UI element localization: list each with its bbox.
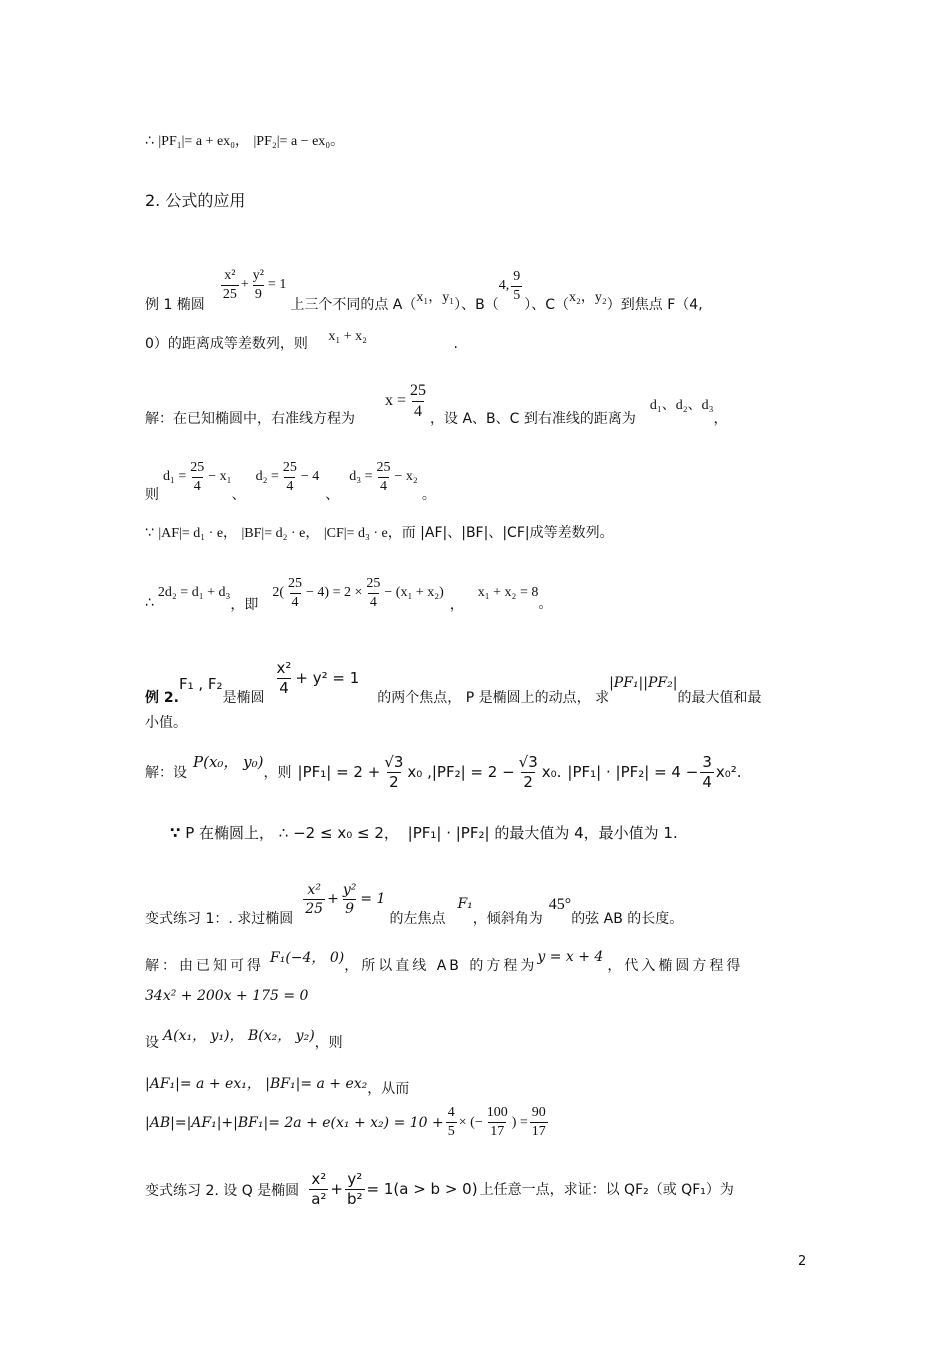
eq-denominator-25: 25 [222,286,237,302]
solution-2-line-2 [170,826,678,841]
example-1-line [145,258,703,312]
sqrt3-den-a: 2 [389,773,399,791]
ex2-text-ellipse: 是椭圆 [222,690,265,706]
d3-rhs: − x₂ [394,469,418,484]
ab-frac3-den: 17 [531,1124,546,1139]
d3-den: 4 [380,478,388,494]
deriv-part-1: 2( [272,585,285,600]
v1-thus: ，从而 [367,1081,410,1097]
variant-1-label: 变式练习 1：. 求过椭圆 [145,911,294,927]
d1-num: 25 [190,459,205,475]
x0-b: x₀. [541,763,562,781]
v1-line-text: ，所以直线 AB 的方程为 [344,958,538,974]
sol2-let: 解：设 [145,764,187,781]
example-2-label: 例 2. [145,690,179,706]
ab-frac2-den: 17 [490,1124,505,1139]
period: 。 [330,133,345,149]
separator: 、 [325,487,340,503]
example-2-line [145,651,761,705]
pf2-lhs: |PF₂| = 2 − [431,763,515,781]
sqrt3-num-b: √3 [518,753,538,771]
d2-relation: 2d₂ = d₁ + d₃ [157,585,231,600]
example-1-line-2 [145,329,458,352]
separator: ， [223,525,238,541]
ab-frac1-den: 5 [447,1124,455,1139]
ab-expr-1: |AB|=|AF₁|+|BF₁|= 2a + e(x₁ + x₂) = 10 + [145,1114,444,1131]
separator: ， [449,597,464,613]
v1-substitute-text: ，代入椭圆方程得 [607,958,744,974]
d2-lhs: d₂ = [255,469,279,484]
v1-f1: F₁ [457,896,473,912]
sqrt3-num-a: √3 [384,753,404,771]
deriv-part-3: − (x₁ + x₂) [384,585,444,600]
ex2-num: x² [276,658,292,677]
d1-eq [163,461,232,494]
v1-f1-coords: F₁(−4， 0) [270,950,345,966]
d3-eq [349,461,418,494]
solution-1-line-2 [145,452,436,502]
line-focal-radius [145,134,344,149]
sol1-text-directrix: 解：在已知椭圆中，右准线方程为 [145,411,355,427]
d1-lhs: d₁ = [163,469,187,484]
deriv-num: 25 [288,575,303,591]
variant-2-text: 上任意一点，求证：以 QF₂（或 QF₁）为 [479,1181,734,1198]
v1-angle-text: ，倾斜角为 [472,911,543,927]
ellipse-equation [219,269,287,302]
therefore-symbol: ∴ [145,133,154,149]
v2-rhs: = 1(a > b > 0) [366,1180,478,1198]
solution-1-line-1 [145,376,728,426]
page-number: 2 [798,1254,807,1269]
v1-chord-text: 的弦 AB 的长度。 [571,911,684,927]
sol2-range: P 在椭圆上， ∴ −2 ≤ x₀ ≤ 2， [185,824,399,842]
directrix-eq [385,383,430,420]
point-b-x: 4, [498,278,510,293]
v1-let: 设 [145,1035,159,1051]
v2-num-x: x² [311,1170,327,1188]
af-eq: |AF|= d₁ · e [158,526,224,541]
v1-sol-text: 解：由已知可得 [145,958,264,974]
sol1-arith-text: ，而 |AF|、|BF|、|CF|成等差数列。 [387,525,614,541]
v1-num-x: x² [307,881,321,898]
eq-numerator-x: x² [224,267,236,283]
bf-eq: |BF|= d₂ · e [241,526,306,541]
example-2-line-2: 小值。 [145,715,187,731]
variant-1-ellipse-eq [301,883,385,916]
point-a-coords: x₁，y₁ [416,290,455,305]
pf-expressions [298,755,742,790]
period: 。 [538,596,553,612]
directrix-num: 25 [410,381,427,399]
plus-sign: + [327,891,339,907]
variant-2-ellipse-eq [307,1172,477,1207]
sqrt3-den-b: 2 [523,773,533,791]
v1-num-y: y² [342,881,357,898]
ex1-text-c: ）、C（ [524,297,570,313]
foci-f1-f2: F₁ , F₂ [178,674,223,693]
quadratic-equation: 34x² + 200x + 175 = 0 [145,988,309,1004]
plus-sign: + [240,277,249,292]
because-symbol: ∵ [170,824,181,842]
three-quarter-num: 3 [702,753,712,771]
ex1-question-expr: x₁ + x₂ [328,329,368,344]
distances-d: d₁、d₂、d₃ [649,398,714,413]
eq-denominator-9: 9 [254,286,262,302]
variant-1-solution-line-4 [145,1072,409,1096]
ex1-text-points: 上三个不同的点 A（ [290,297,417,313]
ex2-den: 4 [279,678,289,697]
solution-1-line-4 [145,574,552,612]
ex1-text-focus: ）到焦点 F（4, [606,297,703,313]
sol2-result: 的最大值为 4，最小值为 1. [494,824,678,842]
deriv-part-2: − 4) = 2 × [306,585,363,600]
v2-den-a: a² [311,1190,327,1208]
v1-angle: 45° [548,896,572,913]
solution-2-line-1 [145,755,742,790]
ab-frac2-num: 100 [486,1105,508,1120]
sol2-product: |PF₁| · |PF₂| [407,824,490,842]
v1-den-9: 9 [345,900,355,917]
plus-sign: + [330,1180,343,1198]
deriv-den: 4 [291,594,299,610]
d2-rhs: − 4 [300,469,320,484]
separator: ， [305,525,320,541]
cf-eq: |CF|= d₃ · e [323,526,388,541]
variant-1-solution-line-1 [145,951,743,973]
sum-result: x₁ + x₂ = 8 [477,585,539,600]
variant-1-line [145,872,683,926]
v2-den-b: b² [346,1190,363,1208]
ex1-blank-end: . [453,336,458,352]
product-lhs: |PF₁| · |PF₂| = 4 − [567,763,699,781]
d1-rhs: − x₁ [208,469,232,484]
point-b-y-den: 5 [513,287,521,303]
deriv-num-2: 25 [366,575,381,591]
d1-den: 4 [193,478,201,494]
d2-den: 4 [286,478,294,494]
d2-num: 25 [282,459,297,475]
sol1-that-is: ，即 [230,597,259,613]
v1-points: A(x₁， y₁)， B(x₂， y₂) [163,1028,315,1044]
sol1-then: 则 [145,487,159,503]
ex2-text-max-min: 的最大值和最 [677,690,762,706]
deriv-den-2: 4 [369,594,377,610]
formula-pf1: |PF₁|= a + ex₀ [158,134,236,149]
eq-numerator-y: y² [252,267,264,283]
ab-frac1-num: 4 [447,1105,455,1120]
separator: ， [235,133,250,149]
eq-rhs: = 1 [267,277,287,292]
point-p: P(x₀， y₀) [193,753,264,771]
variant-2-line [145,1172,734,1207]
point-b-coords [499,270,525,303]
sol2-then: ，则 [263,764,292,781]
d3-lhs: d₃ = [349,469,373,484]
ab-expr-3: ) = [511,1114,528,1130]
variant-1-solution-line-3 [145,1022,343,1050]
three-quarter-den: 4 [702,773,712,791]
formula-pf2: |PF₂|= a − ex₀ [253,134,331,149]
variant-1-ab-length [145,1106,550,1139]
ex1-text-b: ）、B（ [454,297,499,313]
pf1-lhs: |PF₁| = 2 + [297,763,381,781]
therefore-symbol: ∴ [145,595,154,611]
separator: 、 [231,487,246,503]
ab-expr-2: × (− [458,1114,483,1130]
example-1-label: 例 1 椭圆 [145,297,205,313]
solution-1-line-3 [145,526,614,541]
v1-focal-radii: |AF₁|= a + ex₁， |BF₁|= a + ex₂ [145,1076,368,1092]
ex2-text-moving-point: 的两个焦点， P 是椭圆上的动点， 求 [377,690,610,706]
x0-squared: x₀². [715,763,742,781]
because-symbol: ∵ [145,525,154,541]
section-heading: 2. 公式的应用 [145,191,246,210]
v2-num-y: y² [347,1170,363,1188]
period: 。 [421,487,436,503]
point-b-y-num: 9 [513,268,521,284]
sol1-text-distances: ，设 A、B、C 到右准线的距离为 [430,411,636,427]
directrix-x: x = [385,392,407,409]
v1-den-25: 25 [305,900,324,917]
v1-line-eq: y = x + 4 [537,949,604,965]
point-c-coords: x₂，y₂ [569,290,607,305]
v1-left-focus-text: 的左焦点 [389,911,446,927]
sum-derivation [272,577,443,610]
d2-eq [256,461,320,494]
d3-num: 25 [376,459,391,475]
x0-a: x₀ , [407,763,432,781]
variant-2-label: 变式练习 2. 设 Q 是椭圆 [145,1182,300,1199]
ex2-product-expr: |PF₁||PF₂| [609,675,678,691]
ex1-question-text: 0）的距离成等差数列，则 [145,336,308,352]
ex2-ellipse-eq [273,658,360,697]
comma: ， [713,411,728,427]
v1-rhs: = 1 [360,891,386,907]
ex2-rhs: + y² = 1 [295,668,360,687]
directrix-den: 4 [414,402,423,420]
v1-then: ，则 [314,1035,343,1051]
ab-frac3-num: 90 [531,1105,546,1120]
